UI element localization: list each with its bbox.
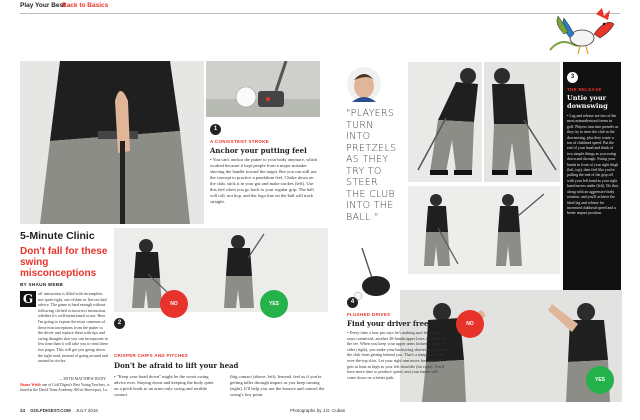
clinic-headline: Don't fall for these swing misconceptions: [20, 246, 108, 279]
tip-2-number: 2: [114, 318, 125, 329]
golfer-chip-figures: [114, 228, 328, 312]
tip-2-body-col2: (big contact (above, left). Instead, feel as if you're getting taller through impact as you keep turning (right). It'll help you use the bounce and control the swing's low point.: [230, 374, 325, 397]
tip-2-kicker: CRISPER CHIPS AND PITCHES: [114, 353, 189, 358]
tip-3-body: • Lag and release are two of the most misunderstood terms in golf. Players turn into pretzels as they try to steer the club in the downswing, plus they waste a ton of clubhead speed. Put the end of your hand and think of two simple things as you swing down and through. Swing your hands in front of your right thigh (left, top), then feel like you're pulling the end of the grip off with your left hand as your right hand moves under (left). Do that, along with an aggressive body rotation, and you'll achieve the ideal lag and release for increased clubhead speed and a better impact position.: [567, 114, 619, 216]
tip-2-no-marker: NO: [160, 290, 188, 318]
page-number: 24: [20, 408, 26, 413]
clinic-signoff: —WITH MATTHEW RUDY: [59, 377, 106, 381]
tip-3-number: 3: [567, 72, 578, 83]
putting-photo-anchored: [20, 61, 204, 224]
clinic-label: 5-Minute Clinic: [20, 230, 95, 242]
tip-1-kicker: A CONSISTENT STROKE: [210, 139, 270, 144]
subsection-title: Back to Basics: [62, 2, 109, 9]
tip-1-body: • You can't anchor the putter to your body anymore, which worked because it kept people from a major mistake: shoving the handle toward the target. But you can still use the concept to practice a pendulum feel. Choke down on the club, stick it in your gut and make strokes (left). Use this feel when you go back to your regular grip. The ball will roll, not hop, and the logo line on the ball will track straight.: [210, 157, 318, 204]
author-bio-text: one of Golf Digest's Best Young Teachers, is based at the David Toms Academy 360 in Shreveport, La.: [20, 383, 110, 392]
driver-head-photo: [338, 248, 394, 304]
chip-photo-comparison: [114, 228, 328, 312]
author-bio: [20, 383, 110, 393]
dropcap: G: [20, 291, 36, 307]
tip-3-kicker: THE RELEASE: [567, 87, 602, 92]
clinic-intro-text: olf instruction is filled with incomplete, not-quite-right, out-of-date or flat-out bad advice. The game is hard enough without following clichéd or incorrect instruction, whether it's well-intentioned or not. Here I'm going to expose the most common of these misconceptions from the putter to the driver and replace them with tips and swing thoughts that you can incorporate in less time than it will take you to read these two pages. This will get you going down the right road, instead of going around and around in circles.: [38, 291, 108, 364]
rooster-illustration: [540, 4, 622, 56]
tip-4-kicker: FLUSHED DRIVES: [347, 312, 391, 317]
golfer-release-sequence: [408, 186, 560, 274]
footer-issue: JULY 2016: [76, 408, 98, 413]
release-sequence-photo: [408, 186, 560, 274]
tip-4-yes-marker: YES: [586, 366, 614, 394]
author-headshot: [346, 66, 382, 102]
author-bio-name: Shaun Webb: [20, 383, 41, 387]
photo-credit: Photographs by J.D. Cuban: [290, 408, 346, 413]
golfer-anchored-putt-figure: [20, 61, 204, 224]
tip-4-title: Find your driver freedom: [347, 319, 446, 328]
tip-3-sidebar: [563, 62, 621, 300]
driver-clubhead-graphic: [338, 248, 394, 304]
golfer-release-figure-1: [408, 62, 482, 182]
tip-4-no-marker: NO: [456, 310, 484, 338]
tip-1-number: 1: [210, 124, 221, 135]
page-footer: [20, 408, 98, 413]
putter-and-ball-graphic: [206, 61, 320, 117]
tip-4-number: 4: [347, 297, 358, 308]
tip-2-yes-marker: YES: [260, 290, 288, 318]
release-photo-hands-thigh: [408, 62, 482, 182]
tip-4-body: • Every time a tour pro says he's making sure his swing stays connected, another 20-handicapper loses 20 yards off the tee. When you keep your upper arms locked to your sides (right), you make your backswing shorter and prevent the club from getting behind you. That's a template for an over-the-top slice. Let your right arm move freely, until it gets at least as high as your left shoulder (far right). You'll have more time to produce speed, and your hands will come down on a better path.: [347, 330, 447, 380]
section-title: Play Your Best: [20, 2, 66, 9]
tip-1-title: Anchor your putting feel: [210, 146, 307, 155]
footer-site: GOLFDIGEST.COM: [30, 408, 71, 413]
golfer-release-figure-2: [484, 62, 560, 182]
putter-closeup-photo: [206, 61, 320, 117]
tip-2-body-col1: • "Keep your head down" might be the worst swing advice ever. Staying down and keeping the body quiet on a pitch leads to an arms-only swing and terrible contact: [114, 374, 214, 397]
release-photo-pull-grip: [484, 62, 560, 182]
pull-quote: "PLAYERS TURN INTO PRETZELS AS THEY TRY TO STEER THE CLUB INTO THE BALL.": [346, 108, 397, 223]
tip-3-title: Untie your downswing: [567, 94, 608, 110]
tip-2-title: Don't be afraid to lift your head: [114, 361, 239, 370]
clinic-byline: BY SHAUN WEBB: [20, 282, 64, 287]
header-rule: [20, 13, 620, 14]
